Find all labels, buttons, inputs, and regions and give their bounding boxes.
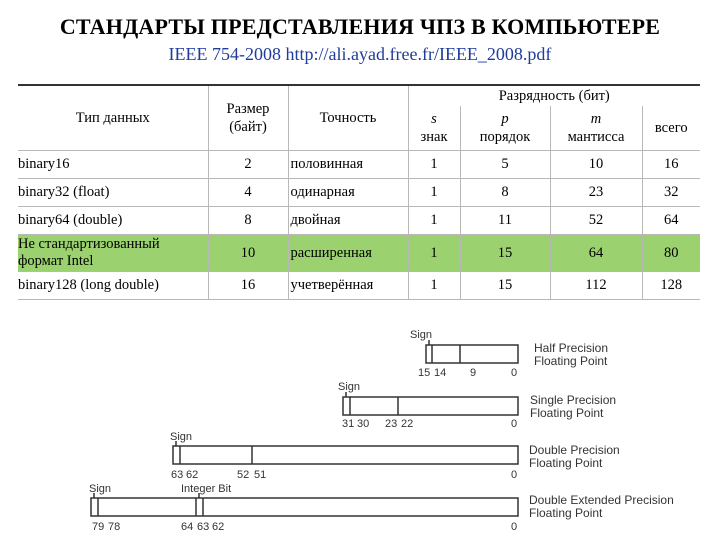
- single-bit-31: 31: [342, 418, 355, 430]
- cell-mant: 64: [550, 235, 642, 272]
- single-label-line2: Floating Point: [530, 406, 604, 420]
- extended-label-line2: Floating Point: [529, 506, 603, 520]
- cell-size: 10: [208, 235, 288, 272]
- extended-format-bar: [91, 498, 518, 516]
- cell-size: 4: [208, 179, 288, 207]
- cell-size: 2: [208, 151, 288, 179]
- cell-precision: одинарная: [288, 179, 408, 207]
- cell-total: 32: [642, 179, 700, 207]
- extended-bit-78: 78: [108, 521, 121, 533]
- cell-mant: 52: [550, 207, 642, 235]
- cell-precision: половинная: [288, 151, 408, 179]
- extended-bit-63: 63: [197, 521, 210, 533]
- double-bit-52: 52: [237, 469, 250, 481]
- half-format-bar: [426, 345, 518, 363]
- cell-exp: 15: [460, 235, 550, 272]
- cell-name: binary16: [18, 151, 208, 179]
- single-bit-30: 30: [357, 418, 370, 430]
- half-bit-14: 14: [434, 367, 447, 379]
- cell-exp: 8: [460, 179, 550, 207]
- cell-total: 128: [642, 272, 700, 300]
- half-sign-label: Sign: [410, 329, 433, 341]
- half-bit-0: 0: [511, 367, 518, 379]
- header-bits: Разрядность (бит): [408, 85, 700, 106]
- double-label-line2: Floating Point: [529, 456, 603, 470]
- header-precision: Точность: [288, 85, 408, 151]
- double-label-line1: Double Precision: [529, 443, 620, 457]
- double-bit-51: 51: [254, 469, 267, 481]
- header-exp-symbol: p: [501, 111, 509, 127]
- extended-bit-62: 62: [212, 521, 225, 533]
- header-sign-symbol: s: [431, 111, 437, 127]
- page-subtitle: IEEE 754-2008 http://ali.ayad.free.fr/IEEE_2008.pdf: [168, 44, 552, 64]
- double-format-bar: [173, 446, 518, 464]
- cell-sign: 1: [408, 179, 460, 207]
- double-bit-0: 0: [511, 469, 518, 481]
- cell-sign: 1: [408, 235, 460, 272]
- cell-total: 16: [642, 151, 700, 179]
- header-total: всего: [642, 106, 700, 151]
- header-exp-label: порядок: [479, 129, 531, 145]
- cell-sign: 1: [408, 151, 460, 179]
- cell-exp: 15: [460, 272, 550, 300]
- cell-name: binary128 (long double): [18, 272, 208, 300]
- cell-mant: 23: [550, 179, 642, 207]
- double-sign-label: Sign: [170, 431, 193, 443]
- single-format-bar: [343, 397, 518, 415]
- single-label-line1: Single Precision: [530, 393, 617, 407]
- cell-size: 16: [208, 272, 288, 300]
- header-size: Размер (байт): [208, 85, 288, 151]
- cell-precision: двойная: [288, 207, 408, 235]
- cell-mant: 112: [550, 272, 642, 300]
- cell-mant: 10: [550, 151, 642, 179]
- cell-exp: 5: [460, 151, 550, 179]
- cell-sign: 1: [408, 272, 460, 300]
- half-bit-9: 9: [470, 367, 477, 379]
- header-mant-label: мантисса: [567, 129, 625, 145]
- single-bit-0: 0: [511, 418, 518, 430]
- single-bit-22: 22: [401, 418, 414, 430]
- extended-integer-bit-label: Integer Bit: [181, 483, 232, 495]
- extended-bit-64: 64: [181, 521, 194, 533]
- cell-sign: 1: [408, 207, 460, 235]
- half-bit-15: 15: [418, 367, 431, 379]
- extended-label-line1: Double Extended Precision: [529, 493, 674, 507]
- cell-exp: 11: [460, 207, 550, 235]
- cell-name: binary32 (float): [18, 179, 208, 207]
- cell-precision: учетверённая: [288, 272, 408, 300]
- extended-sign-label: Sign: [89, 483, 112, 495]
- extended-bit-0: 0: [511, 521, 518, 533]
- page-title: СТАНДАРТЫ ПРЕДСТАВЛЕНИЯ ЧПЗ В КОМПЬЮТЕРЕ: [59, 14, 661, 39]
- cell-total: 80: [642, 235, 700, 272]
- header-sign-label: знак: [420, 129, 448, 145]
- half-label-line1: Half Precision: [534, 341, 609, 355]
- cell-name: binary64 (double): [18, 207, 208, 235]
- half-label-line2: Floating Point: [534, 354, 608, 368]
- single-bit-23: 23: [385, 418, 398, 430]
- double-bit-63: 63: [171, 469, 184, 481]
- header-type: Тип данных: [18, 85, 208, 151]
- extended-bit-79: 79: [92, 521, 105, 533]
- cell-precision: расширенная: [288, 235, 408, 272]
- header-mant-symbol: m: [590, 111, 602, 127]
- cell-size: 8: [208, 207, 288, 235]
- cell-total: 64: [642, 207, 700, 235]
- cell-name: Не стандартизованный формат Intel: [18, 235, 208, 272]
- single-sign-label: Sign: [338, 381, 361, 393]
- double-bit-62: 62: [186, 469, 199, 481]
